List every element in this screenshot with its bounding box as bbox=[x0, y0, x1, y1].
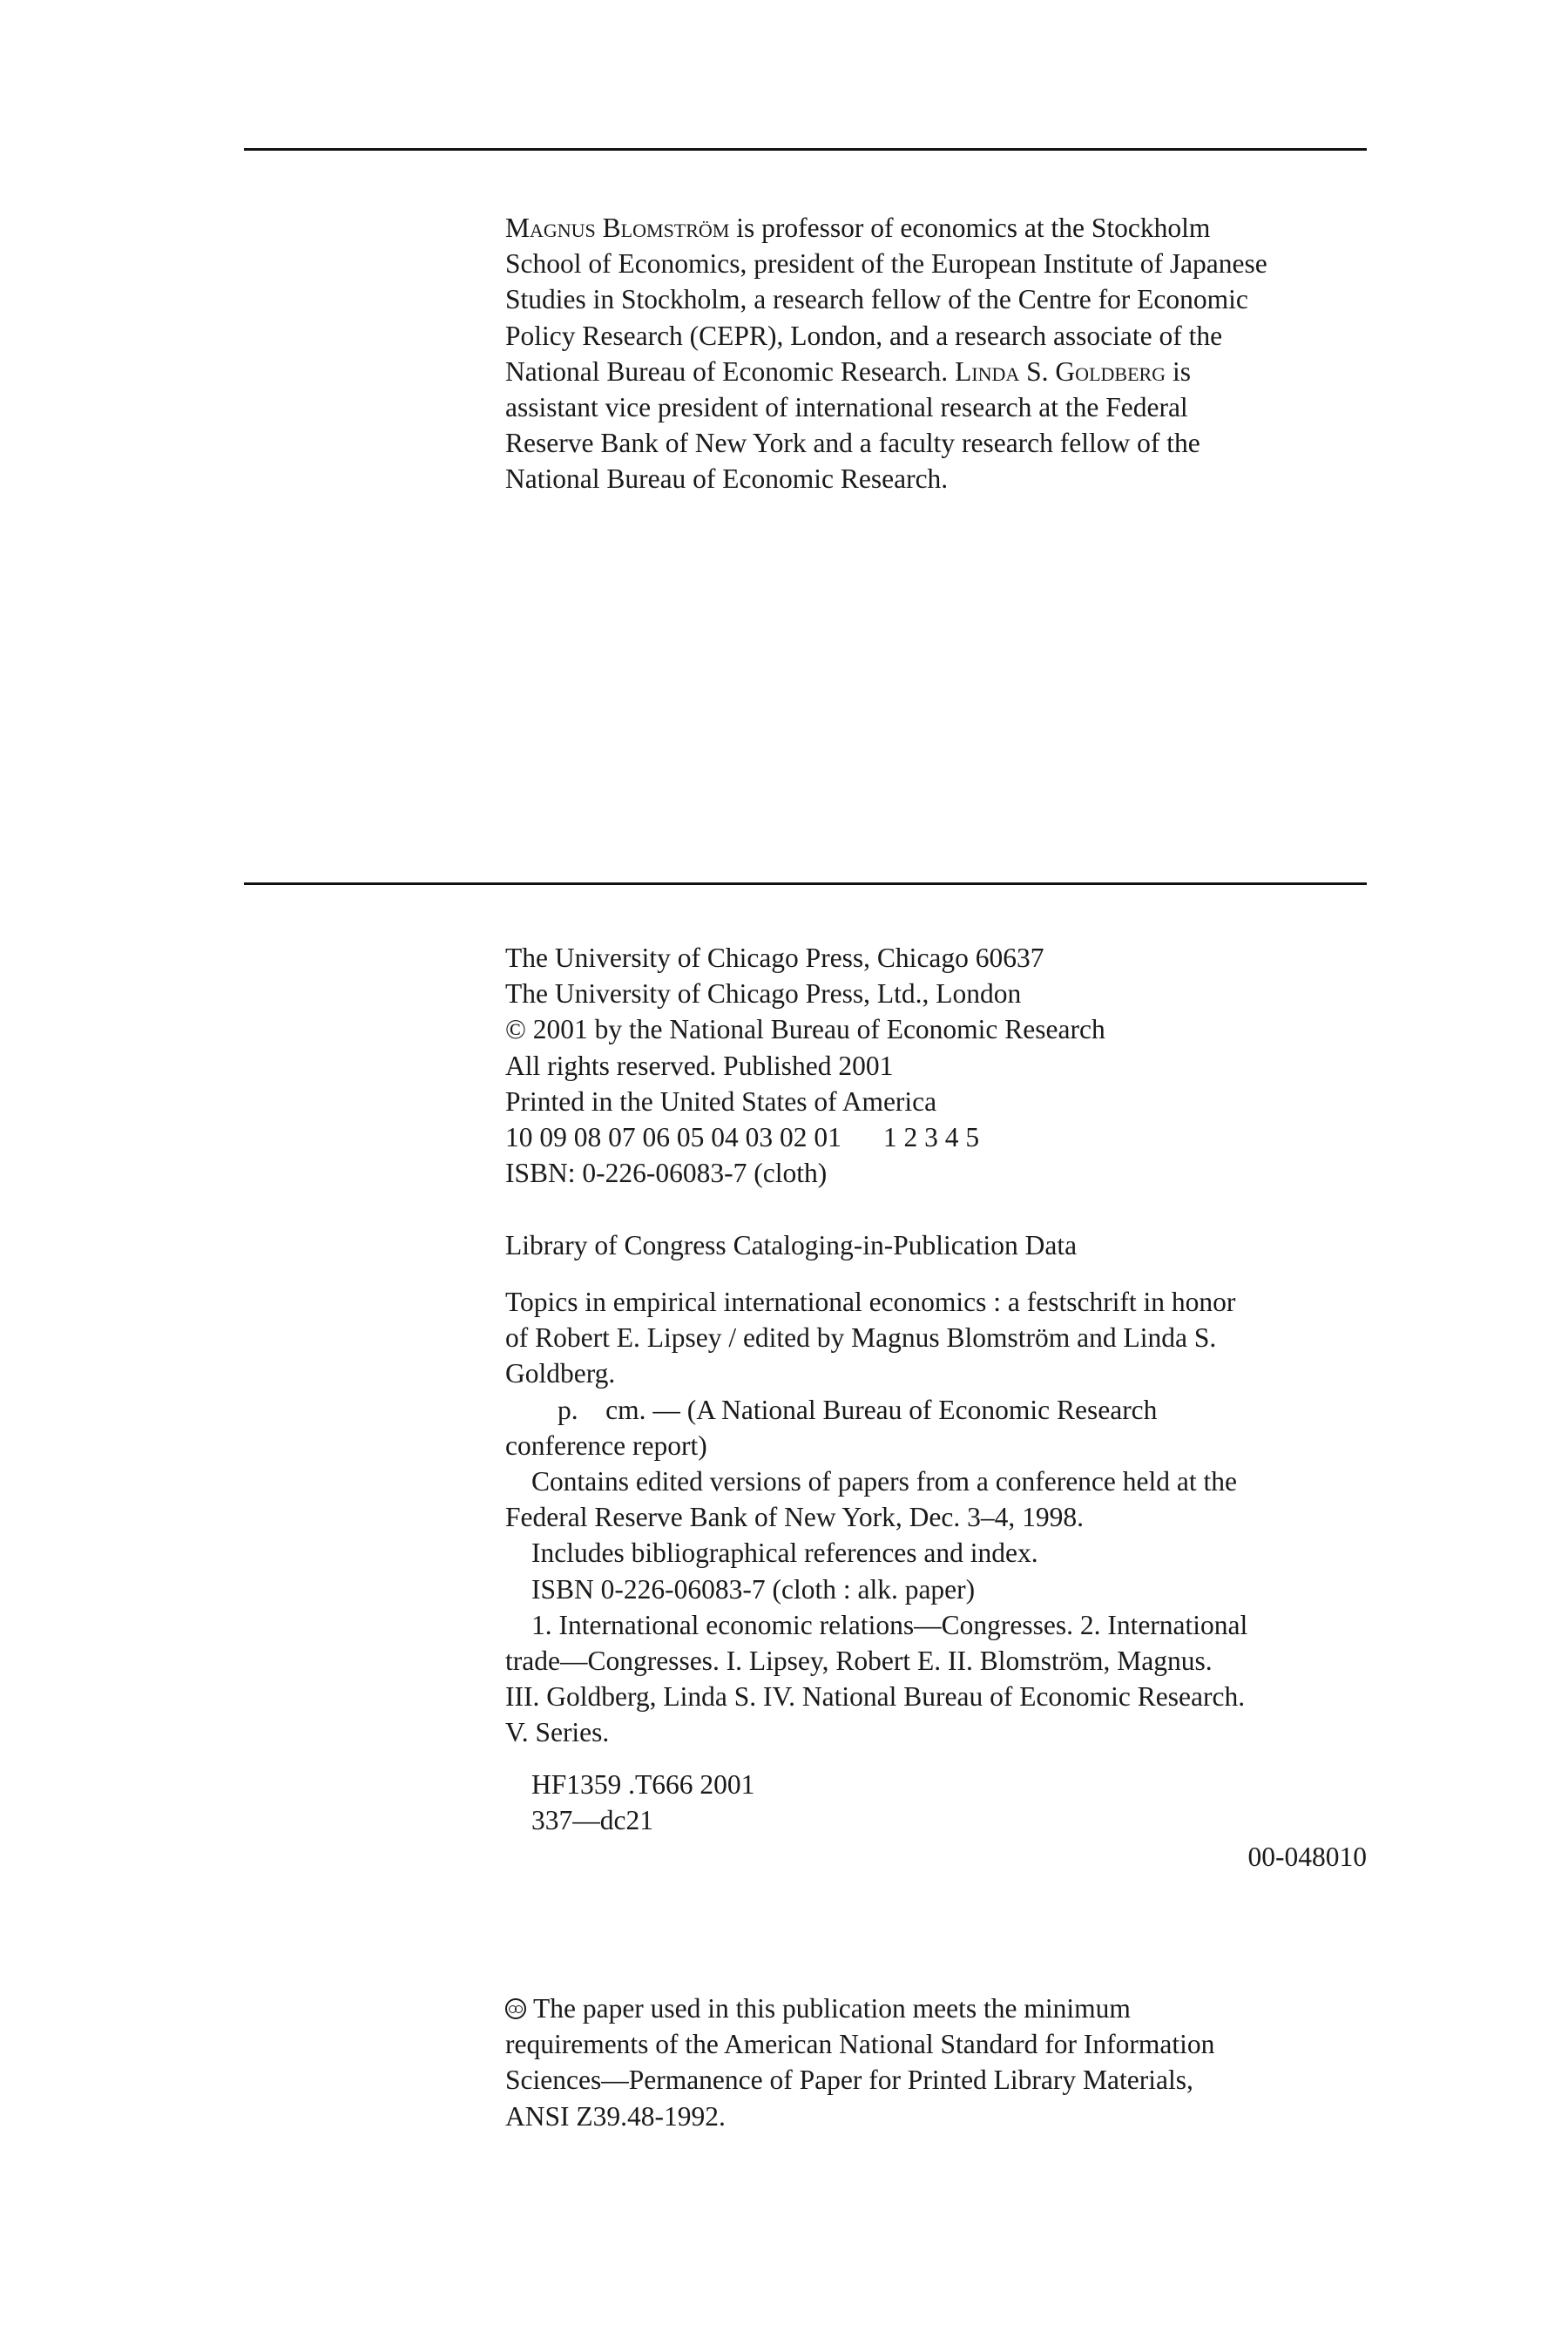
isbn-line: ISBN: 0-226-06083-7 (cloth) bbox=[505, 1158, 828, 1189]
paper-permanence-notice bbox=[505, 1990, 1376, 2134]
cip-record bbox=[505, 1284, 1376, 1750]
bio-line: Studies in Stockholm, a research fellow of the Centre for Economic bbox=[505, 284, 1248, 315]
bio-line: School of Economics, president of the European Institute of Japanese bbox=[505, 248, 1267, 280]
call-number: HF1359 .T666 2001 bbox=[531, 1769, 755, 1800]
printing-numbers: 1 2 3 4 5 bbox=[882, 1121, 980, 1152]
author-name-goldberg: Linda S. Goldberg bbox=[955, 355, 1166, 387]
bio-line: National Bureau of Economic Research. bbox=[505, 463, 949, 495]
paper-line: Sciences—Permanence of Paper for Printed Library Materials, bbox=[505, 2065, 1193, 2096]
publisher-imprint bbox=[505, 940, 1376, 1191]
top-rule bbox=[244, 148, 1367, 151]
cip-line: Federal Reserve Bank of New York, Dec. 3–4, 1998. bbox=[505, 1502, 1084, 1533]
copyright-line: © 2001 by the National Bureau of Economic Research bbox=[505, 1014, 1105, 1045]
cip-line: III. Goldberg, Linda S. IV. National Bureau of Economic Research. bbox=[505, 1681, 1246, 1713]
author-bios bbox=[505, 210, 1376, 497]
cip-line: Topics in empirical international economics : a festschrift in honor bbox=[505, 1287, 1236, 1317]
cip-line: Goldberg. bbox=[505, 1358, 616, 1389]
cip-line: ISBN 0-226-06083-7 (cloth : alk. paper) bbox=[531, 1573, 976, 1605]
paper-line: ANSI Z39.48-1992. bbox=[505, 2100, 726, 2132]
lccn-number: 00-048010 bbox=[1247, 1842, 1367, 1872]
cip-line: 1. International economic relations—Congresses. 2. International bbox=[531, 1609, 1248, 1640]
cip-line: of Robert E. Lipsey / edited by Magnus Blomström and Linda S. bbox=[505, 1322, 1217, 1354]
bio-line: National Bureau of Economic Research. Linda S. Goldberg is bbox=[505, 355, 1191, 387]
bio-line: assistant vice president of international research at the Federal bbox=[505, 391, 1188, 422]
infinity-circle-icon bbox=[505, 1998, 526, 2019]
cip-line: Contains edited versions of papers from a conference held at the bbox=[531, 1465, 1237, 1497]
middle-rule bbox=[244, 882, 1367, 885]
printing-line bbox=[505, 1119, 1376, 1155]
imprint-line: The University of Chicago Press, Chicago 60637 bbox=[505, 943, 1044, 973]
author-name-blomstrom: Magnus Blomström bbox=[505, 213, 730, 243]
cip-heading: Library of Congress Cataloging-in-Publication Data bbox=[505, 1230, 1078, 1260]
imprint-line: Printed in the United States of America bbox=[505, 1085, 937, 1117]
bio-line: Magnus Blomström is professor of economics at the Stockholm bbox=[505, 213, 1211, 243]
bio-line: Reserve Bank of New York and a faculty research fellow of the bbox=[505, 428, 1200, 459]
cip-line: conference report) bbox=[505, 1429, 707, 1461]
imprint-line: All rights reserved. Published 2001 bbox=[505, 1050, 894, 1081]
cip-line: trade—Congresses. I. Lipsey, Robert E. II. Blomström, Magnus. bbox=[505, 1645, 1213, 1676]
call-number-block bbox=[505, 1767, 1376, 1838]
paper-line: The paper used in this publication meets the minimum bbox=[505, 1990, 1376, 2026]
dewey-number: 337—dc21 bbox=[531, 1805, 653, 1836]
cip-line: Includes bibliographical references and index. bbox=[531, 1538, 1038, 1569]
bio-line: Policy Research (CEPR), London, and a research associate of the bbox=[505, 320, 1223, 351]
paper-line: requirements of the American National Standard for Information bbox=[505, 2029, 1215, 2060]
printing-years: 10 09 08 07 06 05 04 03 02 01 bbox=[505, 1121, 841, 1152]
cip-line: p. cm. — (A National Bureau of Economic Research bbox=[558, 1394, 1158, 1425]
cip-line: V. Series. bbox=[505, 1717, 610, 1748]
imprint-line: The University of Chicago Press, Ltd., London bbox=[505, 978, 1022, 1010]
